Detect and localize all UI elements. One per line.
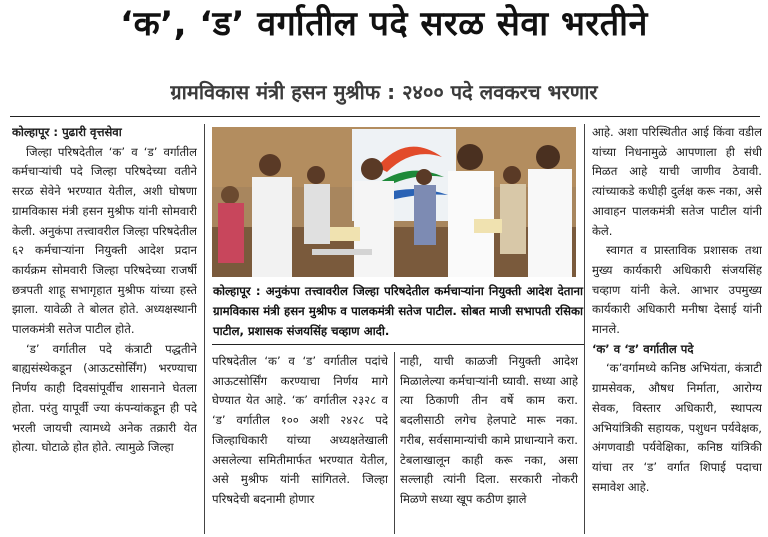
divider <box>10 116 760 117</box>
column-4 <box>592 123 762 535</box>
column-4-paragraph: आहे. अशा परिस्थितीत आई किंवा वडील यांच्या निधनामुळे आपणाला ही संधी मिळत आहे याची जाणीव ठेवावी. त्यांच्याकडे कधीही दुर्लक्ष करू नका, असे आवाहन पालकमंत्री सतेज पाटील यांनी केले. <box>592 125 762 238</box>
column-divider <box>584 124 585 534</box>
column-1 <box>12 123 197 535</box>
column-divider <box>204 124 205 534</box>
column-4-paragraph: ‘क’वर्गामध्ये कनिष्ठ अभियंता, कंत्राटी ग्रामसेवक, औषध निर्माता, आरोग्य सेवक, विस्तार अधिकारी, स्थापत्य अभियांत्रिकी सहायक, पशुधन पर्यवेक्षक, अंगणवाडी पर्यवेक्षिका, कनिष्ठ यांत्रिकी यांचा तर ‘ड’ वर्गात शिपाई पदाचा समावेश आहे. <box>592 361 762 494</box>
news-photo <box>212 127 576 277</box>
column-divider <box>394 352 395 534</box>
column-2 <box>212 352 388 534</box>
caption-divider <box>212 344 584 345</box>
column-2-paragraph: परिषदेतील ‘क’ व ‘ड’ वर्गातील पदांचे आऊटसोर्सिंग करण्याचा निर्णय मागे घेण्यात येत आहे. ‘क’ वर्गातील २३२८ व ‘ड’ वर्गातील १०० अशी २४२८ पदे जिल्हाधिकारी यांच्या अध्यक्षतेखाली असलेल्या समितीमार्फत भरण्यात येतील, असे मुश्रीफ यांनी सांगितले. जिल्हा परिषदेची बदनामी होणार <box>212 354 388 506</box>
subheadline: ग्रामविकास मंत्री हसन मुश्रीफ : २४०० पदे लवकरच भरणार <box>170 80 598 104</box>
photo-caption: कोल्हापूर : अनुकंपा तत्त्वावरील जिल्हा परिषदेतील कर्मचाऱ्यांना नियुक्ती आदेश देताना ग्रामविकास मंत्री हसन मुश्रीफ व पालकमंत्री सतेज पाटील. सोबत माजी सभापती रसिका पाटील, प्रशासक संजयसिंह चव्हाण आदी. <box>213 284 583 338</box>
headline: ‘क’, ‘ड’ वर्गातील पदे सरळ सेवा भरतीने <box>120 4 648 44</box>
column-3-paragraph: नाही, याची काळजी नियुक्ती आदेश मिळालेल्या कर्मचाऱ्यांनी घ्यावी. सध्या आहे त्या ठिकाणी तीन वर्षे काम करा. बदलीसाठी लगेच हेलपाटे मारू नका. गरीब, सर्वसामान्यांची कामे प्राधान्याने करा. टेबलाखालून काही करू नका, असा सल्लाही त्यांनी दिला. सरकारी नोकरी मिळणे सध्या खूप कठीण झाले <box>400 354 578 506</box>
column-1-paragraph: जिल्हा परिषदेतील ‘क’ व ‘ड’ वर्गातील कर्मचाऱ्यांची पदे जिल्हा परिषदेच्या वतीने सरळ सेवेने भरण्यात येतील, अशी घोषणा ग्रामविकास मंत्री हसन मुश्रीफ यांनी सोमवारी केली. अनुकंपा तत्त्वावरील जिल्हा परिषदेतील ६२ कर्मचाऱ्यांना नियुक्ती आदेश प्रदान कार्यक्रम सोमवारी जिल्हा परिषदेच्या राजर्षी छत्रपती शाहू सभागृहात मुश्रीफ यांच्या हस्ते झाला. यावेळी ते बोलत होते. अध्यक्षस्थानी पालकमंत्री सतेज पाटील होते. <box>12 144 197 337</box>
column-3 <box>400 352 578 534</box>
column-4-subtitle: ‘क’ व ‘ड’ वर्गातील पदे <box>592 341 694 356</box>
column-4-paragraph: स्वागत व प्रास्ताविक प्रशासक तथा मुख्य कार्यकारी अधिकारी संजयसिंह चव्हाण यांनी केले. आभार उपमुख्य कार्यकारी अधिकारी मनीषा देसाई यांनी मानले. <box>592 243 762 337</box>
column-1-paragraph: ‘ड’ वर्गातील पदे कंत्राटी पद्धतीने बाह्यसंस्थेकडून (आऊटसोर्सिंग) भरण्याचा निर्णय काही दिवसांपूर्वीच शासनाने घेतला होता. परंतु यापूर्वी ज्या कंपन्यांकडून ही पदे भरली जायची त्यामध्ये अनेक तक्रारी येत होत्या. घोटाळे होत होते. त्यामुळे जिल्हा <box>12 341 197 455</box>
dateline: कोल्हापूर : पुढारी वृत्तसेवा <box>12 125 122 139</box>
ceremony-photo <box>212 127 576 277</box>
